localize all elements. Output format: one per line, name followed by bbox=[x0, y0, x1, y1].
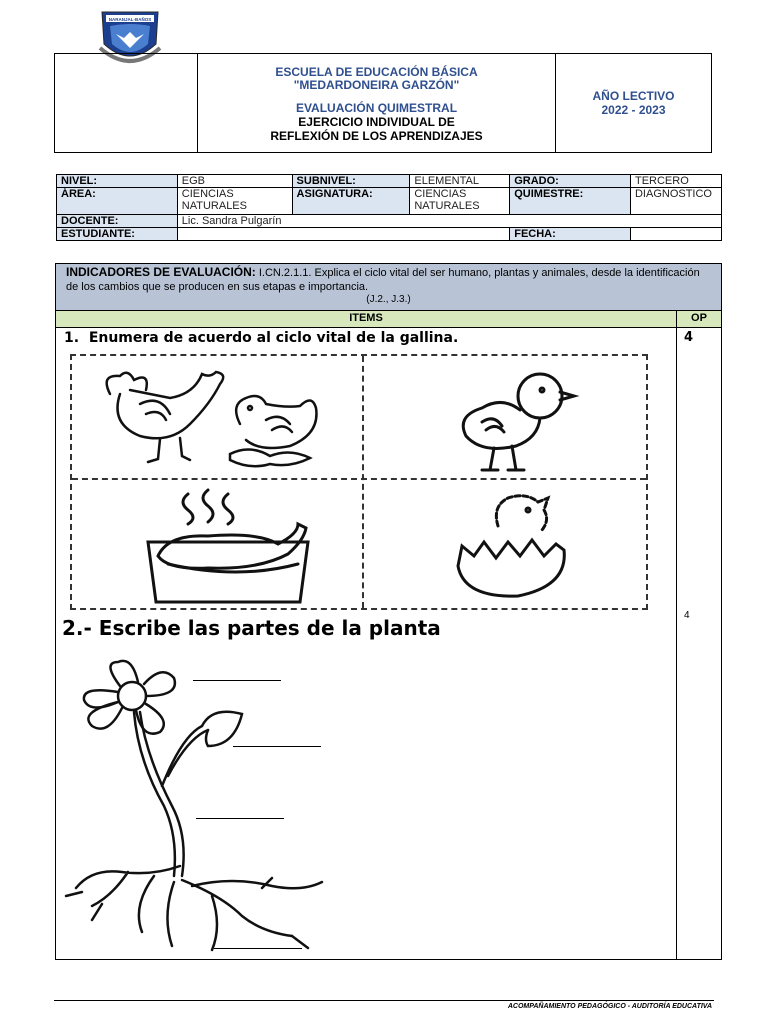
nivel-value: EGB bbox=[177, 175, 292, 188]
school-year-label: AÑO LECTIVO bbox=[592, 89, 675, 103]
area-value: CIENCIAS NATURALES bbox=[177, 188, 292, 215]
answer-line-2[interactable] bbox=[233, 746, 321, 747]
asignatura-label: ASIGNATURA: bbox=[292, 188, 410, 215]
subnivel-label: SUBNIVEL: bbox=[292, 175, 410, 188]
docente-value: Lic. Sandra Pulgarín bbox=[177, 215, 721, 228]
header-logo-cell bbox=[55, 54, 198, 152]
school-year-value: 2022 - 2023 bbox=[601, 103, 666, 117]
question-1-points: 4 bbox=[684, 330, 694, 345]
hatching-egg-drawing bbox=[448, 486, 578, 604]
grado-value: TERCERO bbox=[630, 175, 721, 188]
chick-drawing bbox=[442, 366, 592, 474]
quimestre-label: QUIMESTRE: bbox=[510, 188, 631, 215]
op-header: OP bbox=[691, 312, 707, 324]
question-1-number: 1. bbox=[64, 330, 80, 346]
answer-line-3[interactable] bbox=[196, 818, 284, 819]
question-1-title bbox=[64, 330, 458, 346]
indicators-text: I.CN.2.1.1. Explica el ciclo vital del ser humano, plantas y animales, desde la identificación de los cambios que se producen en sus etapas e importancia. bbox=[66, 267, 700, 293]
header-title-cell bbox=[198, 54, 556, 152]
nivel-label: NIVEL: bbox=[57, 175, 178, 188]
fecha-label: FECHA: bbox=[510, 228, 631, 241]
estudiante-field[interactable] bbox=[177, 228, 509, 241]
student-info-table bbox=[56, 174, 722, 241]
quimestre-value: DIAGNOSTICO bbox=[630, 188, 721, 215]
evaluation-title: EVALUACIÓN QUIMESTRAL bbox=[295, 101, 458, 115]
items-header: ITEMS bbox=[349, 312, 383, 324]
area-label: ÁREA: bbox=[57, 188, 178, 215]
subnivel-value: ELEMENTAL bbox=[410, 175, 510, 188]
question-1-text: Enumera de acuerdo al ciclo vital de la gallina. bbox=[88, 330, 459, 346]
exercise-title-line1: EJERCICIO INDIVIDUAL DE bbox=[298, 115, 455, 129]
footer-divider bbox=[54, 1000, 714, 1001]
exercise-title-line2: REFLEXIÓN DE LOS APRENDIZAJES bbox=[270, 129, 483, 143]
header-year-cell bbox=[556, 54, 711, 152]
items-header-row bbox=[56, 311, 721, 328]
answer-line-4[interactable] bbox=[214, 948, 302, 949]
docente-label: DOCENTE: bbox=[57, 215, 178, 228]
indicators-row bbox=[56, 264, 721, 311]
school-name-line2: "MEDARDONEIRA GARZÓN" bbox=[293, 78, 460, 92]
school-name-line1: ESCUELA DE EDUCACIÓN BÁSICA bbox=[275, 65, 478, 79]
question-2-points: 4 bbox=[684, 610, 690, 621]
logo-text: NARANJAL-BAÑOS bbox=[108, 17, 152, 22]
estudiante-label: ESTUDIANTE: bbox=[57, 228, 178, 241]
question-2-title: 2.- Escribe las partes de la planta bbox=[62, 616, 441, 640]
header-box bbox=[54, 53, 712, 153]
cooked-chicken-drawing bbox=[128, 484, 338, 606]
chicken-life-cycle-grid bbox=[70, 354, 648, 610]
indicators-reference: (J.2., J.3.) bbox=[366, 294, 411, 305]
fecha-field[interactable] bbox=[630, 228, 721, 241]
answer-line-1[interactable] bbox=[193, 680, 281, 681]
op-column-divider bbox=[676, 311, 677, 959]
footer-text: ACOMPAÑAMIENTO PEDAGÓGICO - AUDITORÍA EDUCATIVA bbox=[507, 1003, 712, 1010]
plant-drawing bbox=[62, 656, 352, 954]
indicators-label: INDICADORES DE EVALUACIÓN: bbox=[66, 265, 256, 279]
grado-label: GRADO: bbox=[510, 175, 631, 188]
hens-drawing bbox=[90, 364, 350, 474]
asignatura-value: CIENCIAS NATURALES bbox=[410, 188, 510, 215]
